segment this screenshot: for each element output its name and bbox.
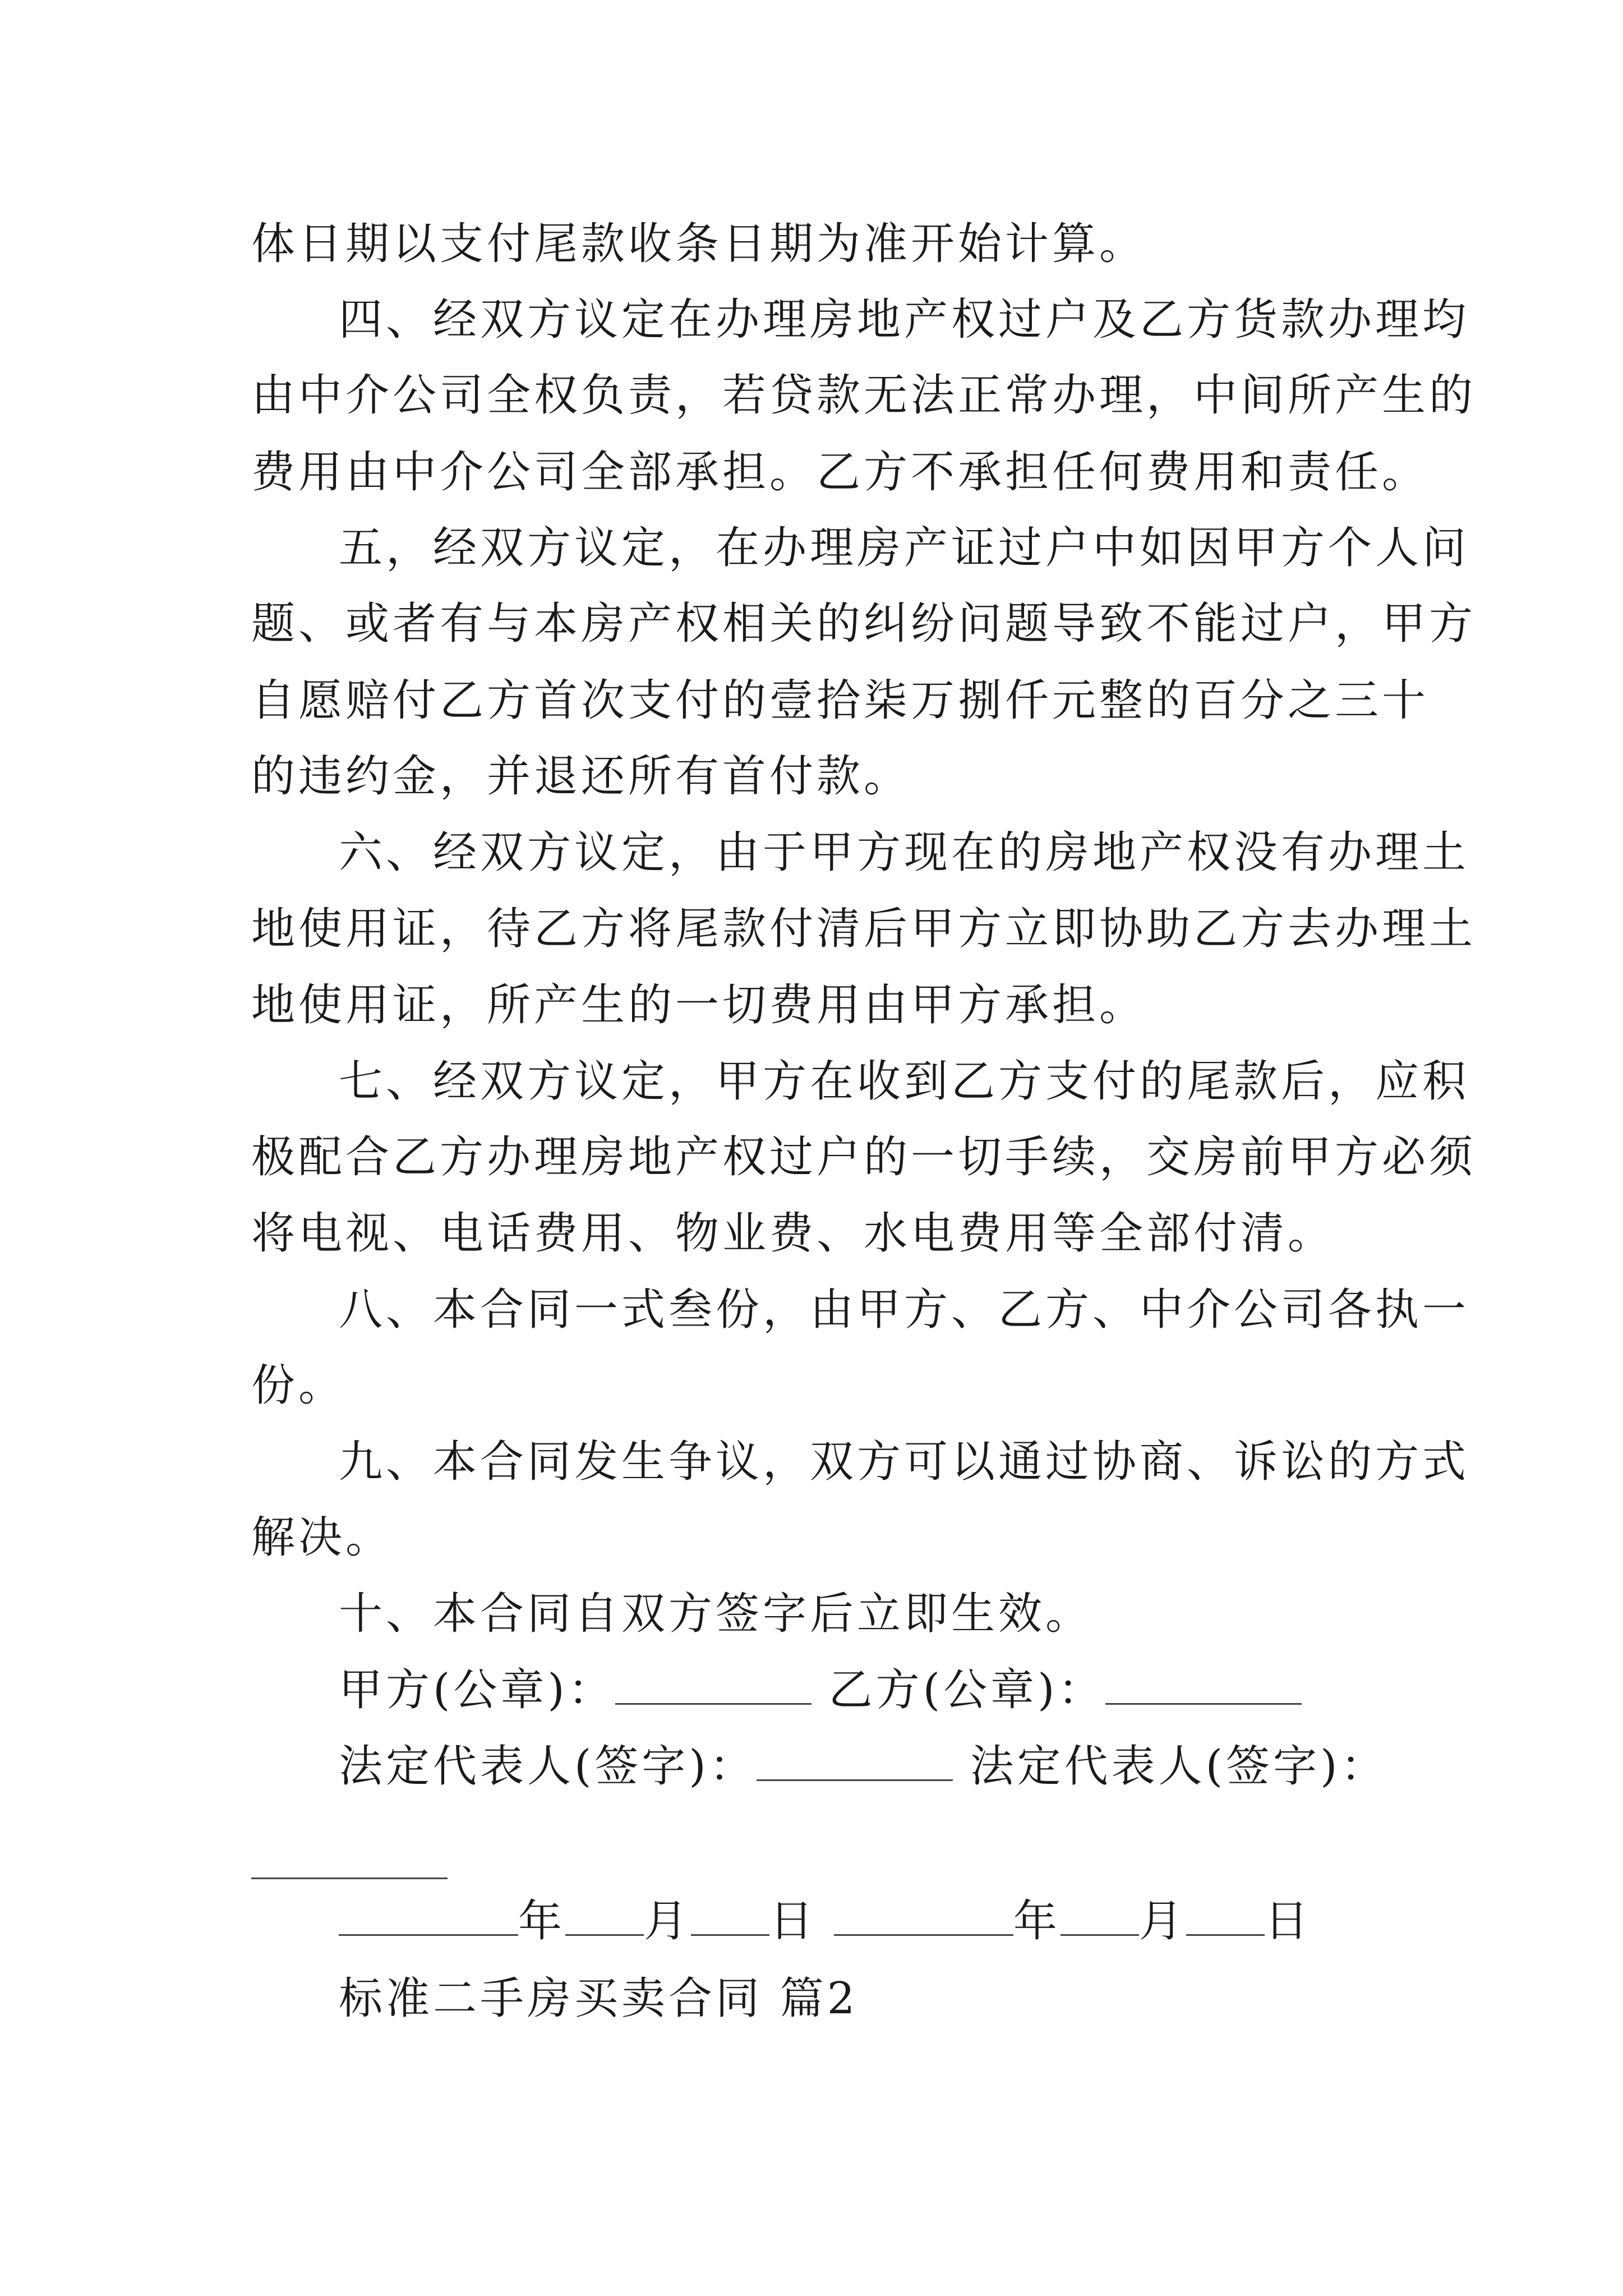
paragraph-line: 六、经双方议定，由于甲方现在的房地产权没有办理土 [339, 827, 1470, 878]
paragraph-line: 四、经双方议定在办理房地产权过户及乙方货款办理均 [339, 295, 1470, 345]
paragraph-line: 题、或者有与本房产权相关的纠纷问题导致不能过户，甲方 [251, 599, 1477, 649]
day-a-blank [691, 1898, 769, 1936]
date-row [339, 1893, 1312, 1949]
party-a-seal-blank [615, 1667, 811, 1705]
party-b-seal-blank [1105, 1667, 1302, 1705]
paragraph-line: 地使用证，待乙方将尾款付清后甲方立即协助乙方去办理土 [251, 904, 1477, 954]
paragraph-line: 九、本合同发生争议，双方可以通过协商、诉讼的方式 [339, 1437, 1470, 1487]
paragraph-line: 份。 [251, 1360, 346, 1411]
month-b-label: 月 [1138, 1896, 1186, 1947]
rep-a-blank [757, 1743, 953, 1781]
paragraph-line: 地使用证，所产生的一切费用由甲方承担。 [251, 980, 1147, 1030]
day-b-blank [1186, 1898, 1265, 1936]
seal-row [339, 1662, 1302, 1718]
paragraph-line: 八、本合同一式叁份，由甲方、乙方、中介公司各执一 [339, 1285, 1470, 1335]
rep-b-label: 法定代表人(签字)： [970, 1741, 1388, 1792]
representative-row [339, 1738, 1388, 1795]
month-a-label: 月 [644, 1896, 691, 1947]
day-a-label: 日 [769, 1896, 817, 1947]
rep-b-blank [251, 1878, 448, 1879]
party-b-seal-label: 乙方(公章)： [828, 1665, 1105, 1715]
paragraph-line: 十、本合同自双方签字后立即生效。 [339, 1589, 1093, 1639]
paragraph-line: 五，经双方议定，在办理房产证过户中如因甲方个人问 [339, 523, 1470, 573]
rep-a-label: 法定代表人(签字)： [339, 1741, 757, 1792]
section-title: 标准二手房买卖合同 篇2 [339, 1973, 859, 2024]
month-a-blank [565, 1898, 644, 1936]
month-b-blank [1061, 1898, 1139, 1936]
paragraph-line: 由中介公司全权负责，若贷款无法正常办理，中间所产生的 [251, 370, 1477, 421]
day-b-label: 日 [1264, 1896, 1312, 1947]
paragraph-line: 解决。 [251, 1512, 393, 1563]
paragraph-line: 将电视、电话费用、物业费、水电费用等全部付清。 [251, 1208, 1335, 1259]
paragraph-line: 七、经双方议定，甲方在收到乙方支付的尾款后，应积 [339, 1056, 1470, 1107]
paragraph-line: 极配合乙方办理房地产权过户的一切手续，交房前甲方必须 [251, 1132, 1477, 1182]
paragraph-line: 自愿赔付乙方首次支付的壹拾柒万捌仟元整的百分之三十 [251, 675, 1430, 726]
paragraph-line: 体日期以支付尾款收条日期为准开始计算。 [251, 219, 1147, 269]
paragraph-line: 费用由中介公司全部承担。乙方不承担任何费用和责任。 [251, 447, 1430, 498]
party-a-seal-label: 甲方(公章)： [339, 1665, 615, 1715]
year-a-label: 年 [518, 1896, 566, 1947]
paragraph-line: 的违约金，并退还所有首付款。 [251, 751, 911, 802]
year-a-blank [339, 1898, 518, 1936]
year-b-label: 年 [1013, 1896, 1061, 1947]
year-b-blank [834, 1898, 1013, 1936]
